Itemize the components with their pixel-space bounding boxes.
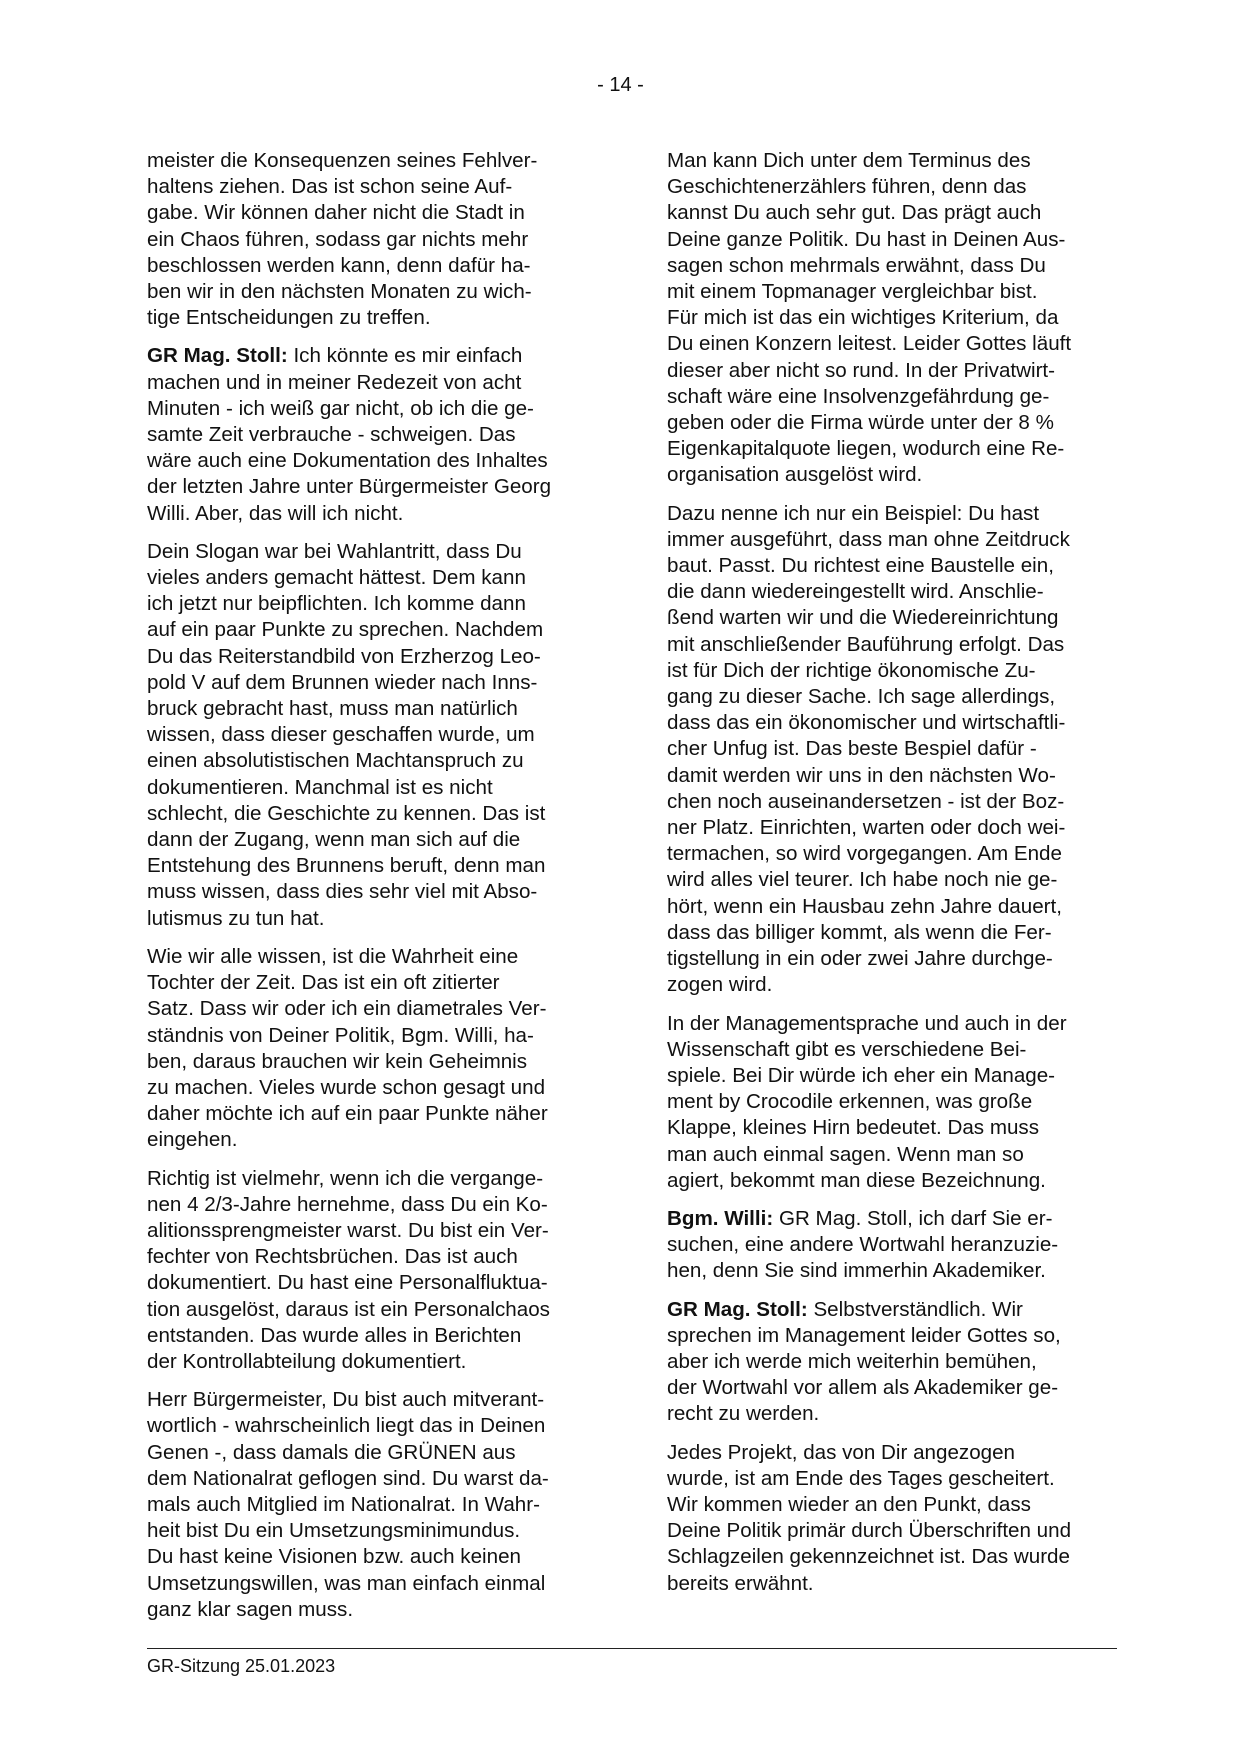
speaker-label: Bgm. Willi: xyxy=(667,1206,774,1230)
paragraph xyxy=(147,148,592,331)
paragraph xyxy=(667,501,1112,999)
paragraph xyxy=(667,1297,1112,1428)
page-number: - 14 - xyxy=(597,74,644,96)
speaker-label: GR Mag. Stoll: xyxy=(147,344,288,368)
paragraph-text: meister die Konsequenzen seines Fehlver- haltens ziehen. Das ist schon seine Auf- gabe. Wir können daher nicht die Stadt in ein Chaos führen, sodass gar nichts mehr beschlossen werden kann, denn dafür ha- ben wir in den nächsten Monaten zu wich- tige Entscheidungen zu treffen. xyxy=(147,149,538,330)
paragraph xyxy=(147,1166,592,1376)
paragraph-text: GR Mag. Stoll, ich darf Sie er- suchen, eine andere Wortwahl heranzuzie- hen, denn Sie sind immerhin Akademiker. xyxy=(667,1206,1059,1283)
paragraph xyxy=(147,343,592,526)
footer-session-date: GR-Sitzung 25.01.2023 xyxy=(147,1656,336,1676)
right-column xyxy=(667,148,1112,1609)
paragraph-text: Dazu nenne ich nur ein Beispiel: Du hast immer ausgeführt, dass man ohne Zeitdruck baut. Passt. Du richtest eine Baustelle ein, die dann wiedereingestellt wird. Anschlie- ßend warten wir und die Wiedereinrichtung mit anschließender Bauführung erfolgt. Das ist für Dich der richtige ökonomische Zu- gang zu dieser Sache. Ich sage allerdings, dass das ein ökonomischer und wirtschaftli- cher Unfug ist. Das beste Bespiel dafür - damit werden wir uns in den nächsten Wo- chen noch auseinandersetzen - ist der Boz- ner Platz. Einrichten, warten oder doch wei- termachen, so wird vorgegangen. Am Ende wird alles viel teurer. Ich habe noch nie ge- hört, wenn ein Hausbau zehn Jahre dauert, dass das billiger kommt, als wenn die Fer- tigstellung in ein oder zwei Jahre durchge- zogen wird. xyxy=(667,501,1070,997)
paragraph-text: In der Managementsprache und auch in der Wissenschaft gibt es verschiedene Bei- spiele. Bei Dir würde ich eher ein Manage- ment by Crocodile erkennen, was große Klappe, kleines Hirn bedeutet. Das muss man auch einmal sagen. Wenn man so agiert, bekommt man diese Bezeichnung. xyxy=(667,1011,1067,1192)
paragraph xyxy=(147,1387,592,1623)
paragraph-text: Ich könnte es mir einfach machen und in meiner Redezeit von acht Minuten - ich weiß gar nicht, ob ich die ge- samte Zeit verbrauche - schweigen. Das wäre auch eine Dokumentation des Inhaltes der letzten Jahre unter Bürgermeister Georg Willi. Aber, das will ich nicht. xyxy=(147,344,552,525)
paragraph xyxy=(147,944,592,1154)
paragraph-text: Selbstverständlich. Wir sprechen im Management leider Gottes so, aber ich werde mich weiterhin bemühen, der Wortwahl vor allem als Akademiker ge- recht zu werden. xyxy=(667,1297,1061,1426)
paragraph xyxy=(667,148,1112,489)
paragraph-text: Richtig ist vielmehr, wenn ich die vergange- nen 4 2/3-Jahre hernehme, dass Du ein Ko- alitionssprengmeister warst. Du bist ein Ver- fechter von Rechtsbrüchen. Das ist auch dokumentiert. Du hast eine Personalfluktua- tion ausgelöst, daraus ist ein Personalchaos entstanden. Das wurde alles in Berichten der Kontrollabteilung dokumentiert. xyxy=(147,1166,550,1373)
paragraph xyxy=(667,1440,1112,1597)
speaker-label: GR Mag. Stoll: xyxy=(667,1297,808,1321)
paragraph-text: Wie wir alle wissen, ist die Wahrheit eine Tochter der Zeit. Das ist ein oft zitierter Satz. Dass wir oder ich ein diametrales Ver- ständnis von Deiner Politik, Bgm. Willi, ha- ben, daraus brauchen wir kein Geheimnis zu machen. Vieles wurde schon gesagt und daher möchte ich auf ein paar Punkte näher eingehen. xyxy=(147,944,548,1152)
paragraph-text: Dein Slogan war bei Wahlantritt, dass Du vieles anders gemacht hättest. Dem kann ich jetzt nur beipflichten. Ich komme dann auf ein paar Punkte zu sprechen. Nachdem Du das Reiterstandbild von Erzherzog Leo- pold V auf dem Brunnen wieder nach Inns- bruck gebracht hast, muss man natürlich wissen, dass dieser geschaffen wurde, um einen absolutistischen Machtanspruch zu dokumentieren. Manchmal ist es nicht schlecht, die Geschichte zu kennen. Das ist dann der Zugang, wenn man sich auf die Entstehung des Brunnens beruft, denn man muss wissen, dass dies sehr viel mit Abso- lutismus zu tun hat. xyxy=(147,539,546,930)
paragraph-text: Man kann Dich unter dem Terminus des Geschichtenerzählers führen, denn das kannst Du auch sehr gut. Das prägt auch Deine ganze Politik. Du hast in Deinen Aus- sagen schon mehrmals erwähnt, dass Du mit einem Topmanager vergleichbar bist. Für mich ist das ein wichtiges Kriterium, da Du einen Konzern leitest. Leider Gottes läuft dieser aber nicht so rund. In der Privatwirt- schaft wäre eine Insolvenzgefährdung ge- geben oder die Firma würde unter der 8 % Eigenkapitalquote liegen, wodurch eine Re- organisation ausgelöst wird. xyxy=(667,149,1072,487)
paragraph xyxy=(147,539,592,932)
paragraph xyxy=(667,1011,1112,1194)
paragraph-text: Jedes Projekt, das von Dir angezogen wurde, ist am Ende des Tages gescheitert. Wir kommen wieder an den Punkt, dass Deine Politik primär durch Überschriften und Schlagzeilen gekennzeichnet ist. Das wurde bereits erwähnt. xyxy=(667,1440,1072,1595)
paragraph xyxy=(667,1206,1112,1285)
footer-divider xyxy=(147,1648,1117,1649)
left-column xyxy=(147,148,592,1635)
paragraph-text: Herr Bürgermeister, Du bist auch mitverant- wortlich - wahrscheinlich liegt das in Deinen Genen -, dass damals die GRÜNEN aus dem Nationalrat geflogen sind. Du warst da- mals auch Mitglied im Nationalrat. In Wahr- heit bist Du ein Umsetzungsminimundus. Du hast keine Visionen bzw. auch keinen Umsetzungswillen, was man einfach einmal ganz klar sagen muss. xyxy=(147,1388,549,1621)
